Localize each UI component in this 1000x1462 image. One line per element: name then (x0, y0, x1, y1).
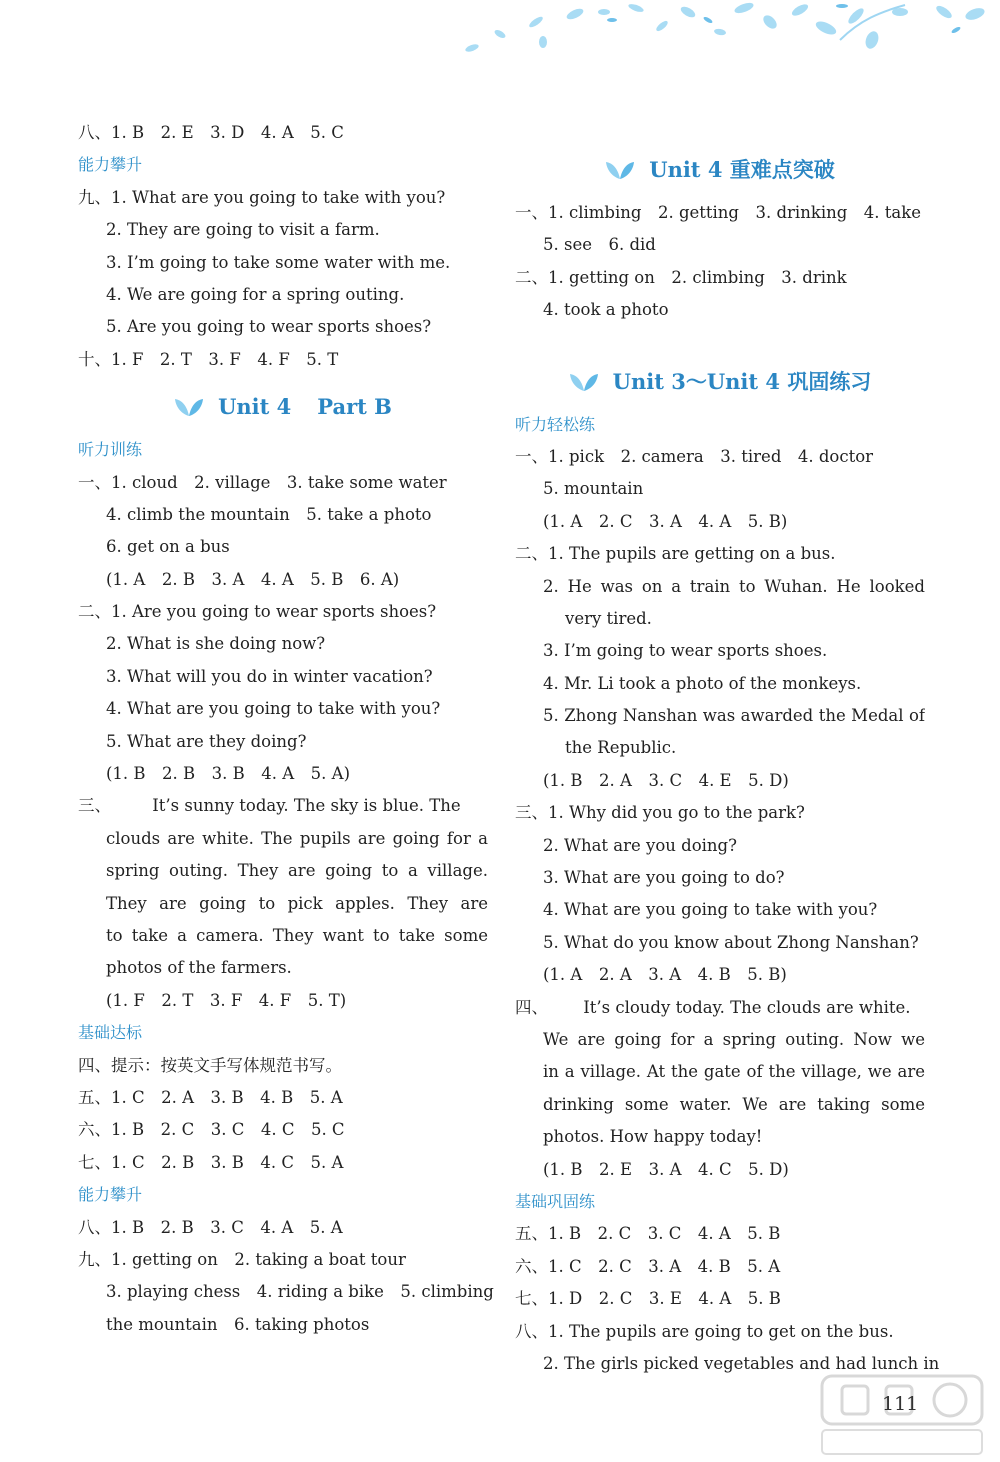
passage-line: in a village. At the gate of the village, we are (543, 1062, 925, 1082)
answer-line: 5. What are they doing? (106, 731, 307, 751)
question-number: 三、 (78, 796, 111, 816)
answer-line: 六、1. B 2. C 3. C 4. C 5. C (78, 1120, 345, 1140)
answer-line: 六、1. C 2. C 3. A 4. B 5. A (515, 1256, 781, 1276)
answer-line: (1. F 2. T 3. F 4. F 5. T) (106, 990, 347, 1010)
right-column (515, 149, 940, 1380)
answer-line: 八、1. B 2. B 3. C 4. A 5. A (78, 1217, 343, 1237)
answer-line: (1. A 2. C 3. A 4. A 5. B) (543, 511, 788, 531)
answer-line: 八、1. The pupils are going to get on the bus. (515, 1321, 894, 1341)
answer-line: 2. What is she doing now? (106, 634, 326, 654)
answer-line: (1. A 2. B 3. A 4. A 5. B 6. A) (106, 569, 400, 589)
page-number: 111 (882, 1393, 919, 1415)
answer-line: 四、提示：按英文手写体规范书写。 (78, 1055, 342, 1075)
answer-line: very tired. (565, 608, 652, 628)
answer-line: the Republic. (565, 738, 677, 758)
answer-line: (1. B 2. E 3. A 4. C 5. D) (543, 1159, 789, 1179)
answer-line: 三、1. Why did you go to the park? (515, 803, 805, 823)
category-label: 能力攀升 (78, 1185, 143, 1205)
section-heading-unit3-4-review (515, 361, 925, 403)
leaf-icon (569, 371, 599, 393)
heading-text: Unit 4 重难点突破 (649, 157, 835, 182)
watermark-logo (812, 1372, 992, 1458)
category-label: 听力轻松练 (515, 414, 596, 434)
answer-line: 2. He was on a train to Wuhan. He looked (543, 576, 925, 596)
category-label: 基础巩固练 (515, 1191, 596, 1211)
answer-line: 五、1. B 2. C 3. C 4. A 5. B (515, 1224, 781, 1244)
section-heading-unit4-partb (78, 386, 488, 428)
answer-line: 二、1. getting on 2. climbing 3. drink (515, 267, 847, 287)
heading-text: Unit 3～Unit 4 巩固练习 (612, 368, 872, 394)
answer-line: 九、1. getting on 2. taking a boat tour (78, 1249, 406, 1269)
category-label: 听力训练 (78, 440, 143, 460)
answer-line: 2. They are going to visit a farm. (106, 220, 380, 240)
answer-line: 5. What do you know about Zhong Nanshan? (543, 932, 919, 952)
answer-line: (1. B 2. A 3. C 4. E 5. D) (543, 770, 789, 790)
answer-line: 3. playing chess 4. riding a bike 5. climbing (106, 1282, 494, 1302)
answer-line: 5. Zhong Nanshan was awarded the Medal of (543, 706, 925, 726)
answer-line: 七、1. C 2. B 3. B 4. C 5. A (78, 1152, 344, 1172)
passage-line: photos. How happy today! (543, 1127, 763, 1147)
passage-text: It’s cloudy today. The clouds are white. (583, 997, 911, 1017)
passage-line: drinking some water. We are taking some (543, 1094, 925, 1114)
question-number: 四、 (515, 997, 548, 1017)
passage-line: They are going to pick apples. They are (106, 893, 488, 913)
answer-line: 6. get on a bus (106, 537, 230, 557)
answer-line: 3. I’m going to take some water with me. (106, 252, 451, 272)
passage-text: It’s sunny today. The sky is blue. The (152, 796, 461, 816)
passage-line: spring outing. They are going to a village. (106, 861, 488, 881)
category-label: 基础达标 (78, 1023, 143, 1043)
decorative-leaves (0, 0, 1000, 70)
leaf-icon (605, 159, 635, 181)
answer-line: the mountain 6. taking photos (106, 1314, 370, 1334)
answer-line: 2. What are you doing? (543, 835, 737, 855)
answer-line: 4. climb the mountain 5. take a photo (106, 504, 432, 524)
left-column (78, 117, 494, 1341)
answer-line: 3. What will you do in winter vacation? (106, 666, 433, 686)
answer-line: 二、1. Are you going to wear sports shoes? (78, 602, 437, 622)
answer-line: 一、1. pick 2. camera 3. tired 4. doctor (515, 446, 874, 466)
answer-line: 十、1. F 2. T 3. F 4. F 5. T (78, 349, 339, 369)
answer-line: (1. A 2. A 3. A 4. B 5. B) (543, 965, 787, 985)
passage-line: to take a camera. They want to take some (106, 925, 488, 945)
answer-line: 4. Mr. Li took a photo of the monkeys. (543, 673, 862, 693)
answer-line: 3. What are you going to do? (543, 868, 785, 888)
answer-line: 5. see 6. did (543, 235, 656, 255)
answer-line: 4. took a photo (543, 300, 669, 320)
answer-line: 3. I’m going to wear sports shoes. (543, 641, 828, 661)
answer-line: 七、1. D 2. C 3. E 4. A 5. B (515, 1289, 781, 1309)
passage-line: photos of the farmers. (106, 958, 292, 978)
passage-first-line (78, 790, 488, 822)
section-heading-unit4-key-points (515, 149, 925, 191)
answer-line: 九、1. What are you going to take with you? (78, 187, 446, 207)
answer-line: (1. B 2. B 3. B 4. A 5. A) (106, 764, 351, 784)
answer-line: 5. Are you going to wear sports shoes? (106, 317, 432, 337)
answer-line: 4. We are going for a spring outing. (106, 284, 405, 304)
answer-line: 4. What are you going to take with you? (543, 900, 878, 920)
passage-first-line (515, 992, 925, 1024)
heading-part: Part B (317, 394, 392, 420)
answer-line: 5. mountain (543, 479, 644, 499)
answer-line: 八、1. B 2. E 3. D 4. A 5. C (78, 123, 344, 142)
passage-line: We are going for a spring outing. Now we (543, 1029, 925, 1049)
answer-line: 一、1. cloud 2. village 3. take some water (78, 472, 447, 492)
answer-line: 4. What are you going to take with you? (106, 699, 441, 719)
heading-unit: Unit 4 (218, 394, 292, 420)
answer-line: 二、1. The pupils are getting on a bus. (515, 544, 836, 564)
answer-line: 2. The girls picked vegetables and had lunch in (543, 1353, 940, 1373)
leaf-icon (174, 396, 204, 418)
answer-line: 一、1. climbing 2. getting 3. drinking 4. take (515, 203, 922, 222)
category-label: 能力攀升 (78, 155, 143, 175)
passage-line: clouds are white. The pupils are going for a (106, 828, 488, 848)
answer-line: 五、1. C 2. A 3. B 4. B 5. A (78, 1087, 343, 1107)
